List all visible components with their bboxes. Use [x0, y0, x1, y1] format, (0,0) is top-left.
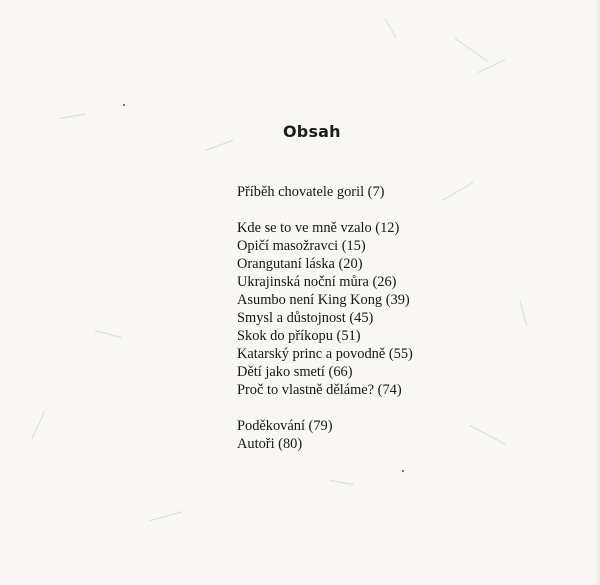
page-edge-shadow: [594, 0, 600, 585]
toc-entry-title: Dětí jako smetí: [237, 364, 325, 380]
toc-entry: [237, 255, 413, 273]
toc-entry-page: ( 15 ): [338, 238, 366, 254]
toc-entry-title: Smysl a důstojnost: [237, 310, 346, 326]
toc-entry-title: Kde se to ve mně vzalo: [237, 220, 372, 236]
table-of-contents: [237, 183, 413, 471]
toc-entry: [237, 291, 413, 309]
toc-entry-page: ( 79 ): [305, 418, 333, 434]
toc-entry-page: ( 12 ): [372, 220, 400, 236]
toc-entry-page: ( 7 ): [364, 184, 384, 200]
toc-entry: [237, 183, 413, 201]
toc-entry: [237, 381, 413, 399]
toc-entry: [237, 435, 413, 453]
toc-entry-title: Opičí masožravci: [237, 238, 339, 254]
toc-entry-page: ( 51 ): [333, 328, 361, 344]
toc-entry-page: ( 74 ): [374, 382, 402, 398]
toc-group-chapters: [237, 219, 413, 399]
toc-entry-page: ( 26 ): [369, 274, 397, 290]
toc-entry-title: Ukrajinská noční můra: [237, 274, 369, 290]
toc-entry-page: ( 66 ): [325, 364, 353, 380]
toc-entry-title: Katarský princ a povodně: [237, 346, 386, 362]
toc-entry-title: Autoři: [237, 436, 275, 452]
toc-entry-page: ( 20 ): [335, 256, 363, 272]
toc-group-back-matter: [237, 417, 413, 453]
toc-entry-page: ( 55 ): [385, 346, 413, 362]
toc-entry: [237, 345, 413, 363]
toc-entry-title: Orangutaní láska: [237, 256, 335, 272]
toc-entry-title: Asumbo není King Kong: [237, 292, 383, 308]
toc-entry: [237, 237, 413, 255]
toc-entry: [237, 417, 413, 435]
toc-entry-title: Proč to vlastně děláme?: [237, 382, 375, 398]
toc-entry-title: Příběh chovatele goril: [237, 184, 365, 200]
toc-entry-page: ( 45 ): [346, 310, 374, 326]
toc-group-intro: [237, 183, 413, 201]
toc-entry-page: ( 80 ): [275, 436, 303, 452]
toc-entry-page: ( 39 ): [382, 292, 410, 308]
toc-entry: [237, 327, 413, 345]
toc-entry: [237, 363, 413, 381]
toc-entry-title: Skok do příkopu: [237, 328, 333, 344]
toc-entry: [237, 273, 413, 291]
contents-heading: Obsah: [283, 122, 341, 141]
toc-entry: [237, 309, 413, 327]
toc-entry: [237, 219, 413, 237]
toc-entry-title: Poděkování: [237, 418, 305, 434]
